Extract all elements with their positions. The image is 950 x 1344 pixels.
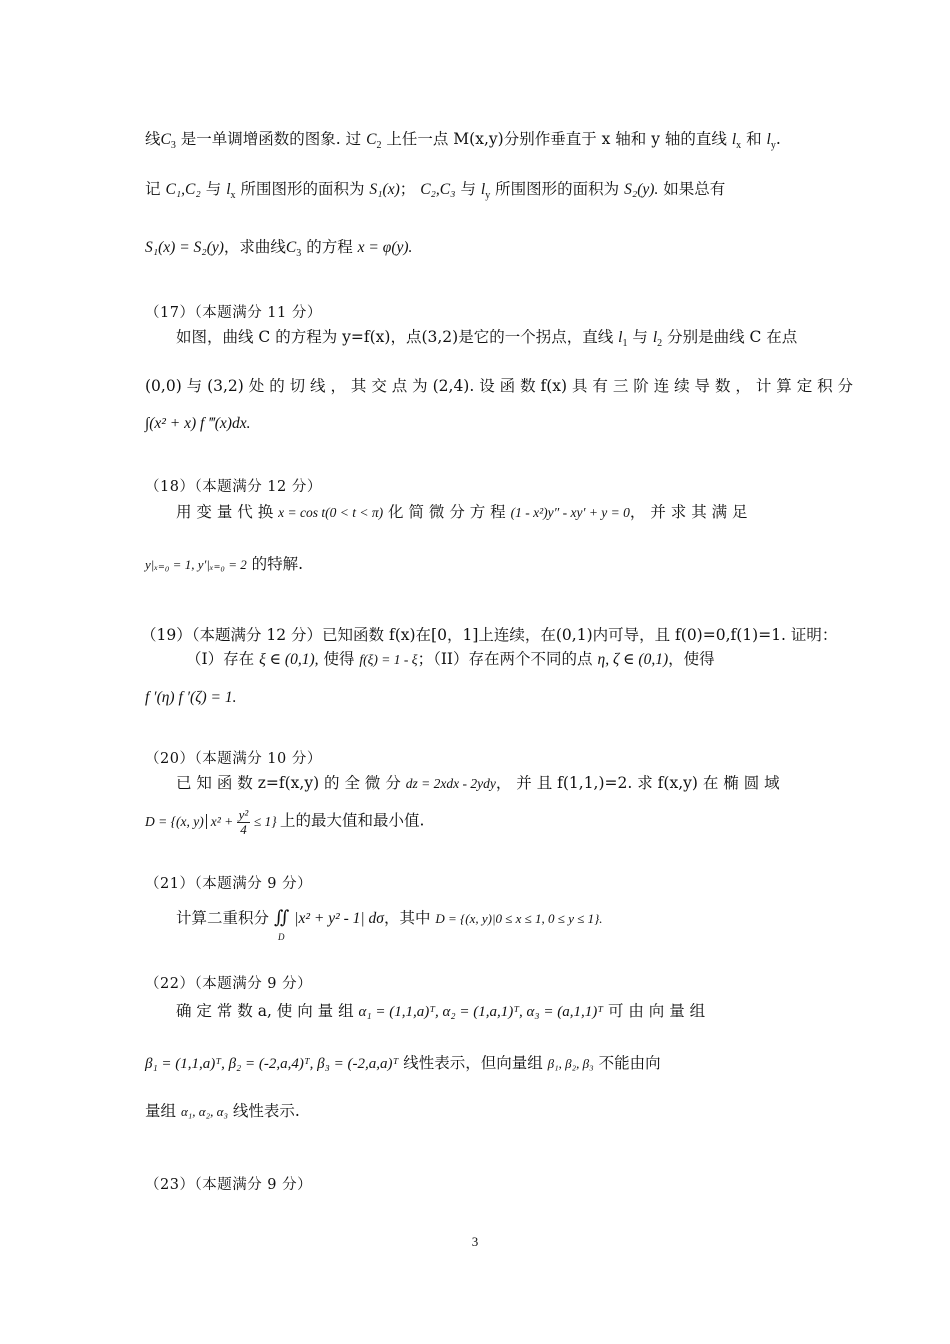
- math-beta-vectors: β₁ = (1,1,a)ᵀ, β₂ = (-2,a,4)ᵀ, β₃ = (-2,a,a)ᵀ: [145, 1056, 399, 1072]
- math-substitution: x = cos t(0 < t < π): [278, 505, 384, 520]
- text: 不能由向: [598, 1054, 661, 1072]
- math-square-domain: D = {(x, y)|0 ≤ x ≤ 1, 0 ≤ y ≤ 1}.: [435, 911, 603, 926]
- text: 是一单调增函数的图象. 过: [180, 130, 362, 148]
- line-l1: $l_1$: [618, 329, 628, 350]
- math-f-xi: f(ξ) = 1 - ξ: [359, 652, 418, 667]
- text: 线性表示.: [232, 1102, 300, 1120]
- math-initial-conditions: y|ₓ₌₀ = 1, y′|ₓ₌₀ = 2: [145, 557, 247, 572]
- text: 可 由 向 量 组: [607, 1002, 706, 1020]
- text: 确 定 常 数 a, 使 向 量 组: [176, 1002, 354, 1020]
- text: 所围图形的面积为: [495, 180, 620, 198]
- math-ellipse-domain: D = {(x, y) x² + $\frac{\text{y²}}{4}$ ≤ 1}: [145, 807, 277, 837]
- text: 已 知 函 数 z=f(x,y) 的 全 微 分: [176, 774, 401, 792]
- math-curves-c1-c2: C₁,C₂: [165, 181, 201, 198]
- text: 如果总有: [663, 180, 726, 198]
- text: 用 变 量 代 换: [176, 503, 274, 521]
- text: ；: [399, 180, 416, 198]
- text: 与: [632, 328, 648, 346]
- text: 量组: [145, 1102, 177, 1120]
- curve-c2: $C_2$: [366, 131, 382, 152]
- text: 线性表示，但向量组: [403, 1054, 543, 1072]
- line-lx: $l_x$: [731, 131, 742, 152]
- p20-line2: [145, 808, 424, 837]
- text: 的方程: [306, 238, 353, 256]
- math-s1: S₁(x): [369, 181, 400, 198]
- math-derivative-product: f ′(η) f ′(ζ) = 1.: [145, 689, 237, 706]
- text: 化 简 微 分 方 程: [388, 503, 506, 521]
- p22-header: （22）（本题满分 9 分）: [145, 976, 313, 992]
- text: 上的最大值和最小值.: [280, 811, 425, 830]
- text: ；（II）存在两个不同的点: [417, 650, 593, 668]
- text: 计算二重积分: [176, 909, 270, 927]
- line-ly: $l_y$: [480, 181, 491, 202]
- curve-c3: $C_3$: [160, 131, 176, 152]
- math-xi-in-interval: ξ ∈ (0,1),: [259, 651, 319, 668]
- p19-line3: [145, 686, 236, 709]
- p20-line1: [176, 772, 780, 795]
- fraction: $\frac{\text{y²}}{4}$: [238, 807, 249, 837]
- math-alpha-set: α₁, α₂, α₃: [180, 1104, 228, 1119]
- math-definite-integral: ∫(x² + x) f ‴(x)dx.: [145, 415, 251, 432]
- math-total-differential: dz = 2xdx - 2ydy: [405, 776, 496, 791]
- text: 所围图形的面积为: [240, 180, 365, 198]
- text: ，求曲线: [223, 238, 286, 256]
- text: 和: [746, 130, 762, 148]
- math-double-integral: ∬ D: [273, 907, 290, 942]
- p17-header: （17）（本题满分 11 分）: [145, 305, 322, 321]
- text: 如图，曲线 C 的方程为 y=f(x)，点(3,2)是它的一个拐点，直线: [176, 328, 614, 346]
- p18-line2: [145, 553, 303, 576]
- p17-line2: (0,0) 与 (3,2) 处 的 切 线 ， 其 交 点 为 (2,4). 设 函 数 f(x) 具 有 三 阶 连 续 导 数 ， 计 算 定 积 分: [145, 377, 854, 395]
- math-equal-areas: S₁(x) = S₂(y): [145, 239, 224, 256]
- p18-header: （18）（本题满分 12 分）: [145, 479, 322, 495]
- text: 使得: [323, 650, 355, 668]
- text: 上任一点 M(x,y)分别作垂直于 x 轴和 y 轴的直线: [386, 130, 727, 148]
- p19-header: （19）（本题满分 12 分）已知函数 f(x)在[0，1]上连续，在(0,1)内可导，且 f(0)=0,f(1)=1. 证明：: [141, 626, 838, 644]
- page-number: 3: [471, 1234, 479, 1249]
- p21-header: （21）（本题满分 9 分）: [145, 876, 313, 892]
- p19-line2: [186, 648, 715, 671]
- text: .: [775, 130, 781, 148]
- text: 记: [145, 180, 161, 198]
- curve-c3: $C_3$: [285, 239, 302, 260]
- line-lx: $l_x$: [226, 181, 236, 202]
- p18-line1: [176, 501, 748, 524]
- p22-line2: [145, 1052, 661, 1075]
- math-beta-set: β₁, β₂, β₃: [547, 1056, 594, 1071]
- text: ，使得: [668, 650, 715, 668]
- p21-line1: [176, 906, 603, 942]
- math-differential-equation: (1 - x²)y″ - xy′ + y = 0: [510, 505, 630, 520]
- text: 与: [205, 180, 222, 198]
- p16-line3: [145, 236, 412, 265]
- math-curve-equation: x = φ(y).: [357, 239, 413, 256]
- text: （I）存在: [186, 650, 255, 668]
- p16-line2: [145, 178, 725, 207]
- text: ， 并 求 其 满 足: [629, 503, 748, 521]
- p17-line1: [176, 326, 797, 355]
- math-curves-c2-c3: C₂,C₃: [420, 181, 456, 198]
- text: ， 并 且 f(1,1,)=2. 求 f(x,y) 在 椭 圆 域: [495, 774, 780, 792]
- line-l2: $l_2$: [652, 329, 663, 350]
- math-alpha-vectors: α₁ = (1,1,a)ᵀ, α₂ = (1,a,1)ᵀ, α₃ = (a,1,1)ᵀ: [358, 1004, 604, 1020]
- p22-line1: [176, 1000, 705, 1023]
- p20-header: （20）（本题满分 10 分）: [145, 751, 322, 767]
- p16-line1: [145, 128, 781, 157]
- text: 线: [145, 130, 161, 148]
- p17-integral: [145, 412, 250, 435]
- text: 的特解.: [251, 555, 304, 573]
- p23-header: （23）（本题满分 9 分）: [145, 1177, 313, 1193]
- line-ly: $l_y$: [766, 131, 776, 152]
- text: ，其中: [383, 909, 431, 927]
- text: 与: [460, 180, 476, 198]
- math-integrand: |x² + y² - 1| dσ: [294, 910, 384, 927]
- math-s2: S₂(y).: [624, 181, 659, 198]
- math-eta-zeta: η, ζ ∈ (0,1): [597, 651, 669, 668]
- text: 分别是曲线 C 在点: [667, 328, 798, 346]
- p22-line3: [145, 1100, 300, 1123]
